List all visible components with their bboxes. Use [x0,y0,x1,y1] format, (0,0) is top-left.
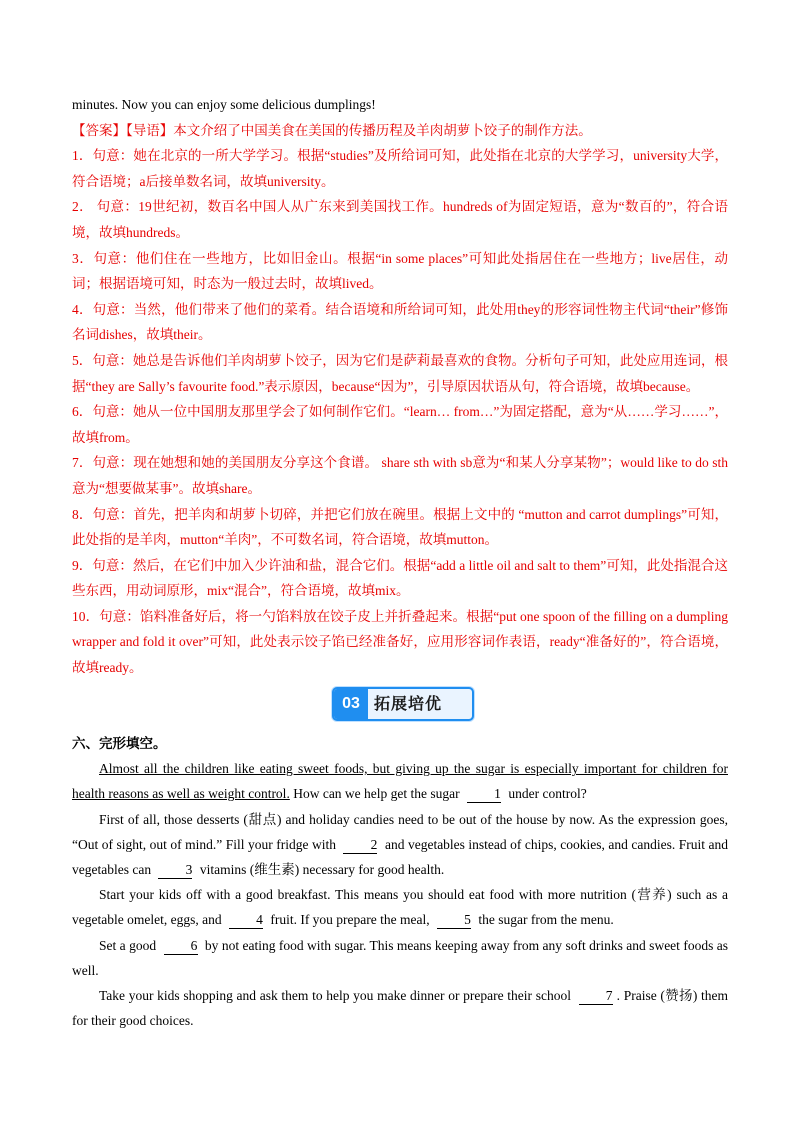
answer-item-6: 6．句意：她从一位中国朋友那里学会了如何制作它们。“learn… from…”为固定搭配，意为“从……学习……”，故填from。 [72,404,728,445]
badge-title: 拓展培优 [374,693,443,713]
answer-item-2: 2． 句意：19世纪初，数百名中国人从广东来到美国找工作。hundreds of为固定短语，意为“数百的”，符合语境，故填hundreds。 [72,199,728,240]
blank-6: 6 [164,938,198,955]
answer-item-7: 7．句意：现在她想和她的美国朋友分享这个食谱。 share sth with sb意为“和某人分享某物”；would like to do sth意为“想要做某事”。故填share。 [72,455,728,496]
answer-item-8: 8．句意：首先，把羊肉和胡萝卜切碎，并把它们放在碗里。根据上文中的 “mutton and carrot dumplings”可知，此处指的是羊肉，mutton“羊肉”，不可数名词，符合语境，故填mutton。 [72,506,728,548]
badge-number: 03 [334,689,368,719]
passage-paragraph-4: Set a good 6 by not eating food with sugar. This means keeping away from any soft drinks and sweet foods as well. [72,937,728,978]
answer-list [72,143,728,680]
document-page [72,92,728,1033]
blank-5: 5 [437,912,471,929]
answer-item-9: 9．句意：然后，在它们中加入少许油和盐，混合它们。根据“add a little oil and salt to them”可知，此处指混合这些东西，用动词原形，mix“混合”，符合语境，故填mix。 [72,557,728,599]
answer-item-1: 1．句意：她在北京的一所大学学习。根据“studies”及所给词可知，此处指在北京的大学学习，university大学，符合语境；a后接单数名词，故填university。 [72,148,728,189]
section-badge-row [72,681,728,725]
passage-paragraph-3: Start your kids off with a good breakfast. This means you should eat food with more nutrition (营养) such as a vegetable omelet, eggs, and 4 fruit. If you prepare the meal, 5 the sugar from the menu. [72,887,728,928]
answer-item-5: 5．句意：她总是告诉他们羊肉胡萝卜饺子，因为它们是萨莉最喜欢的食物。分析句子可知，此处应用连词，根据“they are Sally’s favourite food.”表示原因，because“因为”，引导原因状语从句，符合语境，故填because。 [72,352,728,394]
blank-1: 1 [467,786,501,803]
passage-paragraph-5: Take your kids shopping and ask them to help you make dinner or prepare their school 7 . Praise (赞扬) them for their good choices. [72,988,728,1029]
section-title: 六、完形填空。 [72,735,167,751]
blank-3: 3 [158,862,192,879]
blank-7: 7 [579,988,613,1005]
answer-item-4: 4．句意：当然，他们带来了他们的菜肴。结合语境和所给词可知，此处用they的形容词性物主代词“their”修饰名词dishes，故填their。 [72,301,728,343]
answer-item-3: 3．句意：他们住在一些地方，比如旧金山。根据“in some places”可知此处指居住在一些地方；live居住，动词；根据语境可知，时态为一般过去时，故填lived。 [72,250,728,292]
passage-paragraph-2: First of all, those desserts (甜点) and holiday candies need to be out of the house by now. As the expression goes, “Out of sight, out of mind.” Fill your fridge with 2 and vegetables instead of chips, cookies, and candies. Fruit and vegetables can 3 vitamins (维生素) necessary for good health. [72,811,728,878]
passage-paragraph-1: Almost all the children like eating sweet foods, but giving up the sugar is especially important for children for health reasons as well as weight control. How can we help get the sugar 1 under control? [72,761,728,802]
blank-2: 2 [343,837,377,854]
section-badge [332,687,474,721]
answer-intro: 【答案】【导语】本文介绍了中国美食在美国的传播历程及羊肉胡萝卜饺子的制作方法。 [72,122,592,138]
previous-passage-end: minutes. Now you can enjoy some delicious dumplings! [72,97,376,112]
blank-4: 4 [229,912,263,929]
answer-item-10: 10．句意：馅料准备好后，将一勺馅料放在饺子皮上并折叠起来。根据“put one spoon of the filling on a dumpling wrapper and fold it over”可知，此处表示饺子馅已经准备好，应用形容词作表语，ready“准备好的”，符合语境，故填ready。 [72,608,728,676]
underlined-sentence: Almost all the children like eating sweet foods, but giving up the sugar is especially important for children for health reasons as well as weight control. [72,761,728,802]
